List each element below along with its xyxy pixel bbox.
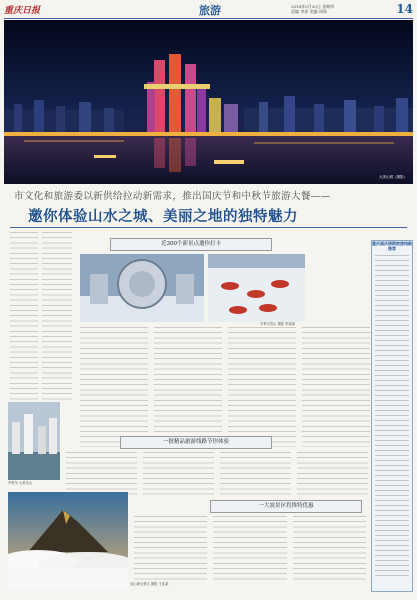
text-column	[213, 516, 286, 580]
section-heading-new-spots: 近300个新景点邀你打卡	[110, 238, 272, 251]
page-number: 14	[396, 2, 413, 16]
hero-photo-chongqing-night	[4, 20, 413, 184]
text-column	[220, 452, 291, 498]
left-text-column	[10, 232, 38, 400]
section3-body	[134, 516, 366, 580]
sidebar-title: 重庆国庆假期旅游线路推荐	[372, 241, 412, 251]
date-text: 2018年9月20日 星期四	[291, 4, 335, 9]
snow-tubing-image	[208, 254, 305, 322]
text-column	[143, 452, 214, 498]
masthead	[4, 2, 413, 19]
text-column	[293, 516, 366, 580]
wushan-city-photo	[8, 402, 60, 480]
text-column	[154, 327, 222, 447]
photo-caption-mountain: 巫山神女景区 摄影 王某某	[130, 582, 169, 586]
editors-text: 责编 李祥 美编 胡海	[291, 9, 327, 14]
text-lines	[10, 232, 38, 400]
dateline	[291, 4, 391, 14]
photo-caption-snow: 冬季大雪山 摄影 李某某	[260, 322, 296, 326]
section-heading-routes: 一批精品旅游线路节你体验	[120, 436, 272, 449]
night-skyline-image	[4, 20, 413, 184]
section1-body	[80, 327, 370, 447]
text-column-2	[42, 232, 72, 400]
ice-sculpture-image	[80, 254, 204, 322]
article-headline: 邀你体验山水之城、美丽之地的独特魅力	[28, 208, 298, 225]
photo-caption-wushan: 中秋节 大美巫山	[8, 481, 33, 485]
text-column	[134, 516, 207, 580]
wushan-city-image	[8, 402, 60, 480]
text-column	[297, 452, 368, 498]
newspaper-logo: 重庆日报	[4, 6, 41, 16]
mountain-clouds-image	[8, 492, 128, 590]
text-column	[302, 327, 370, 447]
snow-tubing-photo	[208, 254, 305, 322]
text-column	[228, 327, 296, 447]
article-kicker: 市文化和旅游委以新供给拉动新需求，推出国庆节和中秋节旅游大餐——	[14, 191, 331, 202]
mountain-clouds-photo	[8, 492, 128, 590]
sidebar-route-recommendations	[371, 240, 413, 592]
section-title: 旅游	[199, 4, 221, 17]
photo-credit: 大美山城（摄影）	[379, 175, 407, 179]
text-lines	[42, 232, 72, 400]
sidebar-text	[375, 255, 409, 580]
text-column	[80, 327, 148, 447]
headline-divider	[10, 227, 407, 228]
ice-sculpture-photo	[80, 254, 204, 322]
section-heading-discounts: 一大波景区将推特优惠	[210, 500, 362, 513]
